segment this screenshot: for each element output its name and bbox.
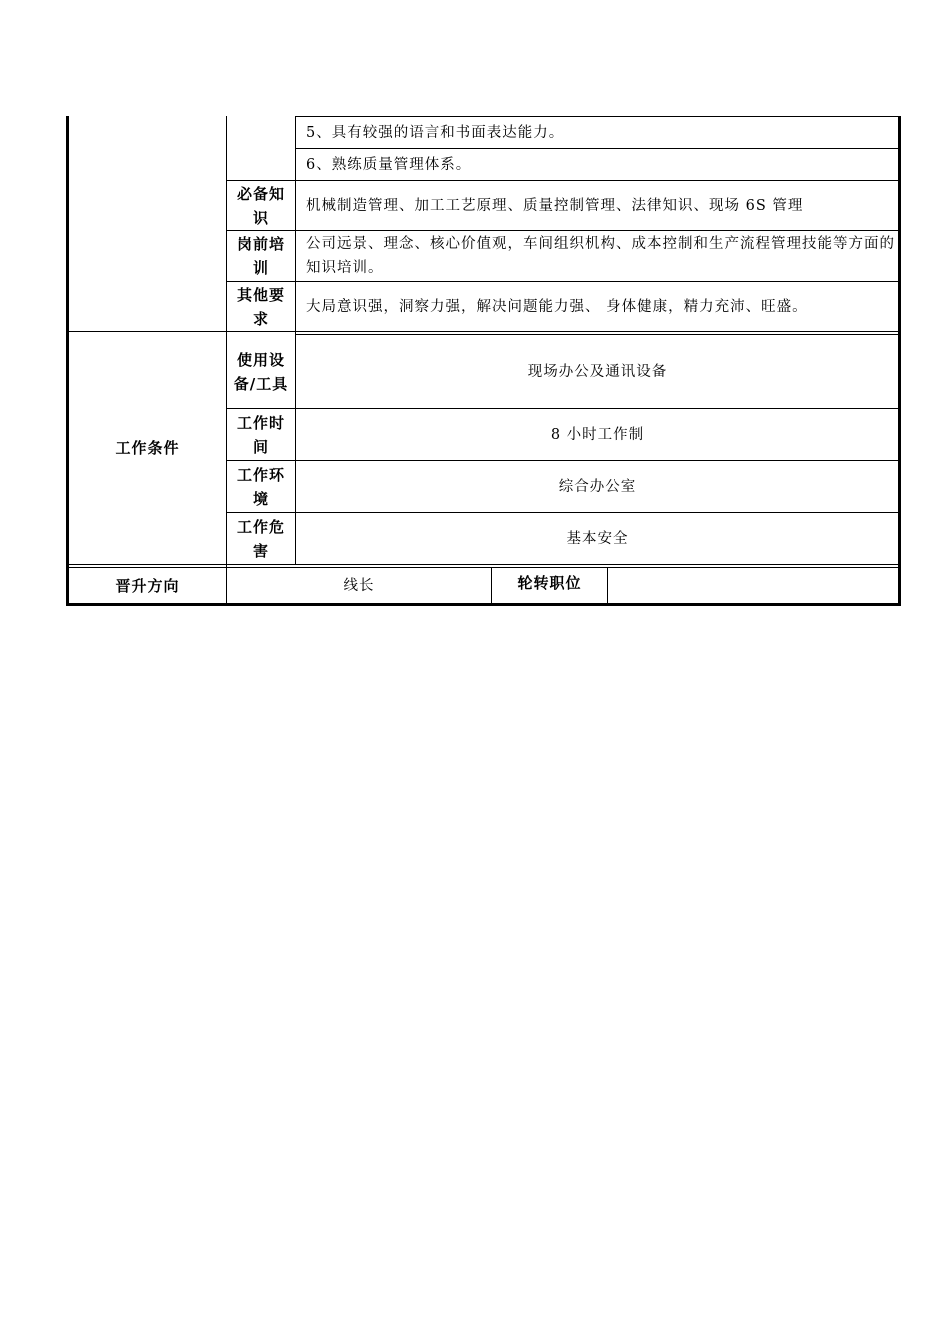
work-hazard-value: 基本安全 bbox=[566, 530, 629, 547]
job-description-table bbox=[66, 116, 901, 606]
required-knowledge-label: 必备知识 bbox=[236, 184, 285, 227]
work-environment-value: 综合办公室 bbox=[558, 478, 637, 495]
qualification-item-5: 5、具有较强的语言和书面表达能力。 bbox=[306, 124, 565, 141]
qualification-item-6: 6、熟练质量管理体系。 bbox=[306, 156, 472, 173]
work-conditions-label: 工作条件 bbox=[115, 439, 180, 457]
promotion-label: 晋升方向 bbox=[115, 576, 180, 595]
other-requirements-value: 大局意识强，洞察力强，解决问题能力强、 身体健康，精力充沛、旺盛。 bbox=[306, 298, 808, 315]
pre-job-training-label: 岗前培训 bbox=[236, 235, 285, 277]
rotation-value bbox=[608, 568, 899, 603]
work-hours-label: 工作时间 bbox=[236, 413, 285, 456]
work-hazard-label: 工作危害 bbox=[236, 517, 285, 560]
other-requirements-label: 其他要求 bbox=[236, 285, 285, 328]
equipment-label: 使用设备/工具 bbox=[233, 350, 289, 393]
promotion-value: 线长 bbox=[343, 577, 375, 594]
rotation-label: 轮转职位 bbox=[517, 574, 582, 592]
pre-job-training-value: 公司远景、理念、核心价值观，车间组织机构、成本控制和生产流程管理技能等方面的知识培训。 bbox=[306, 236, 895, 276]
work-hours-value: 8 小时工作制 bbox=[550, 426, 645, 443]
work-environment-label: 工作环境 bbox=[236, 465, 285, 508]
required-knowledge-value: 机械制造管理、加工工艺原理、质量控制管理、法律知识、现场 6S 管理 bbox=[306, 197, 804, 214]
equipment-value: 现场办公及通讯设备 bbox=[527, 363, 668, 380]
